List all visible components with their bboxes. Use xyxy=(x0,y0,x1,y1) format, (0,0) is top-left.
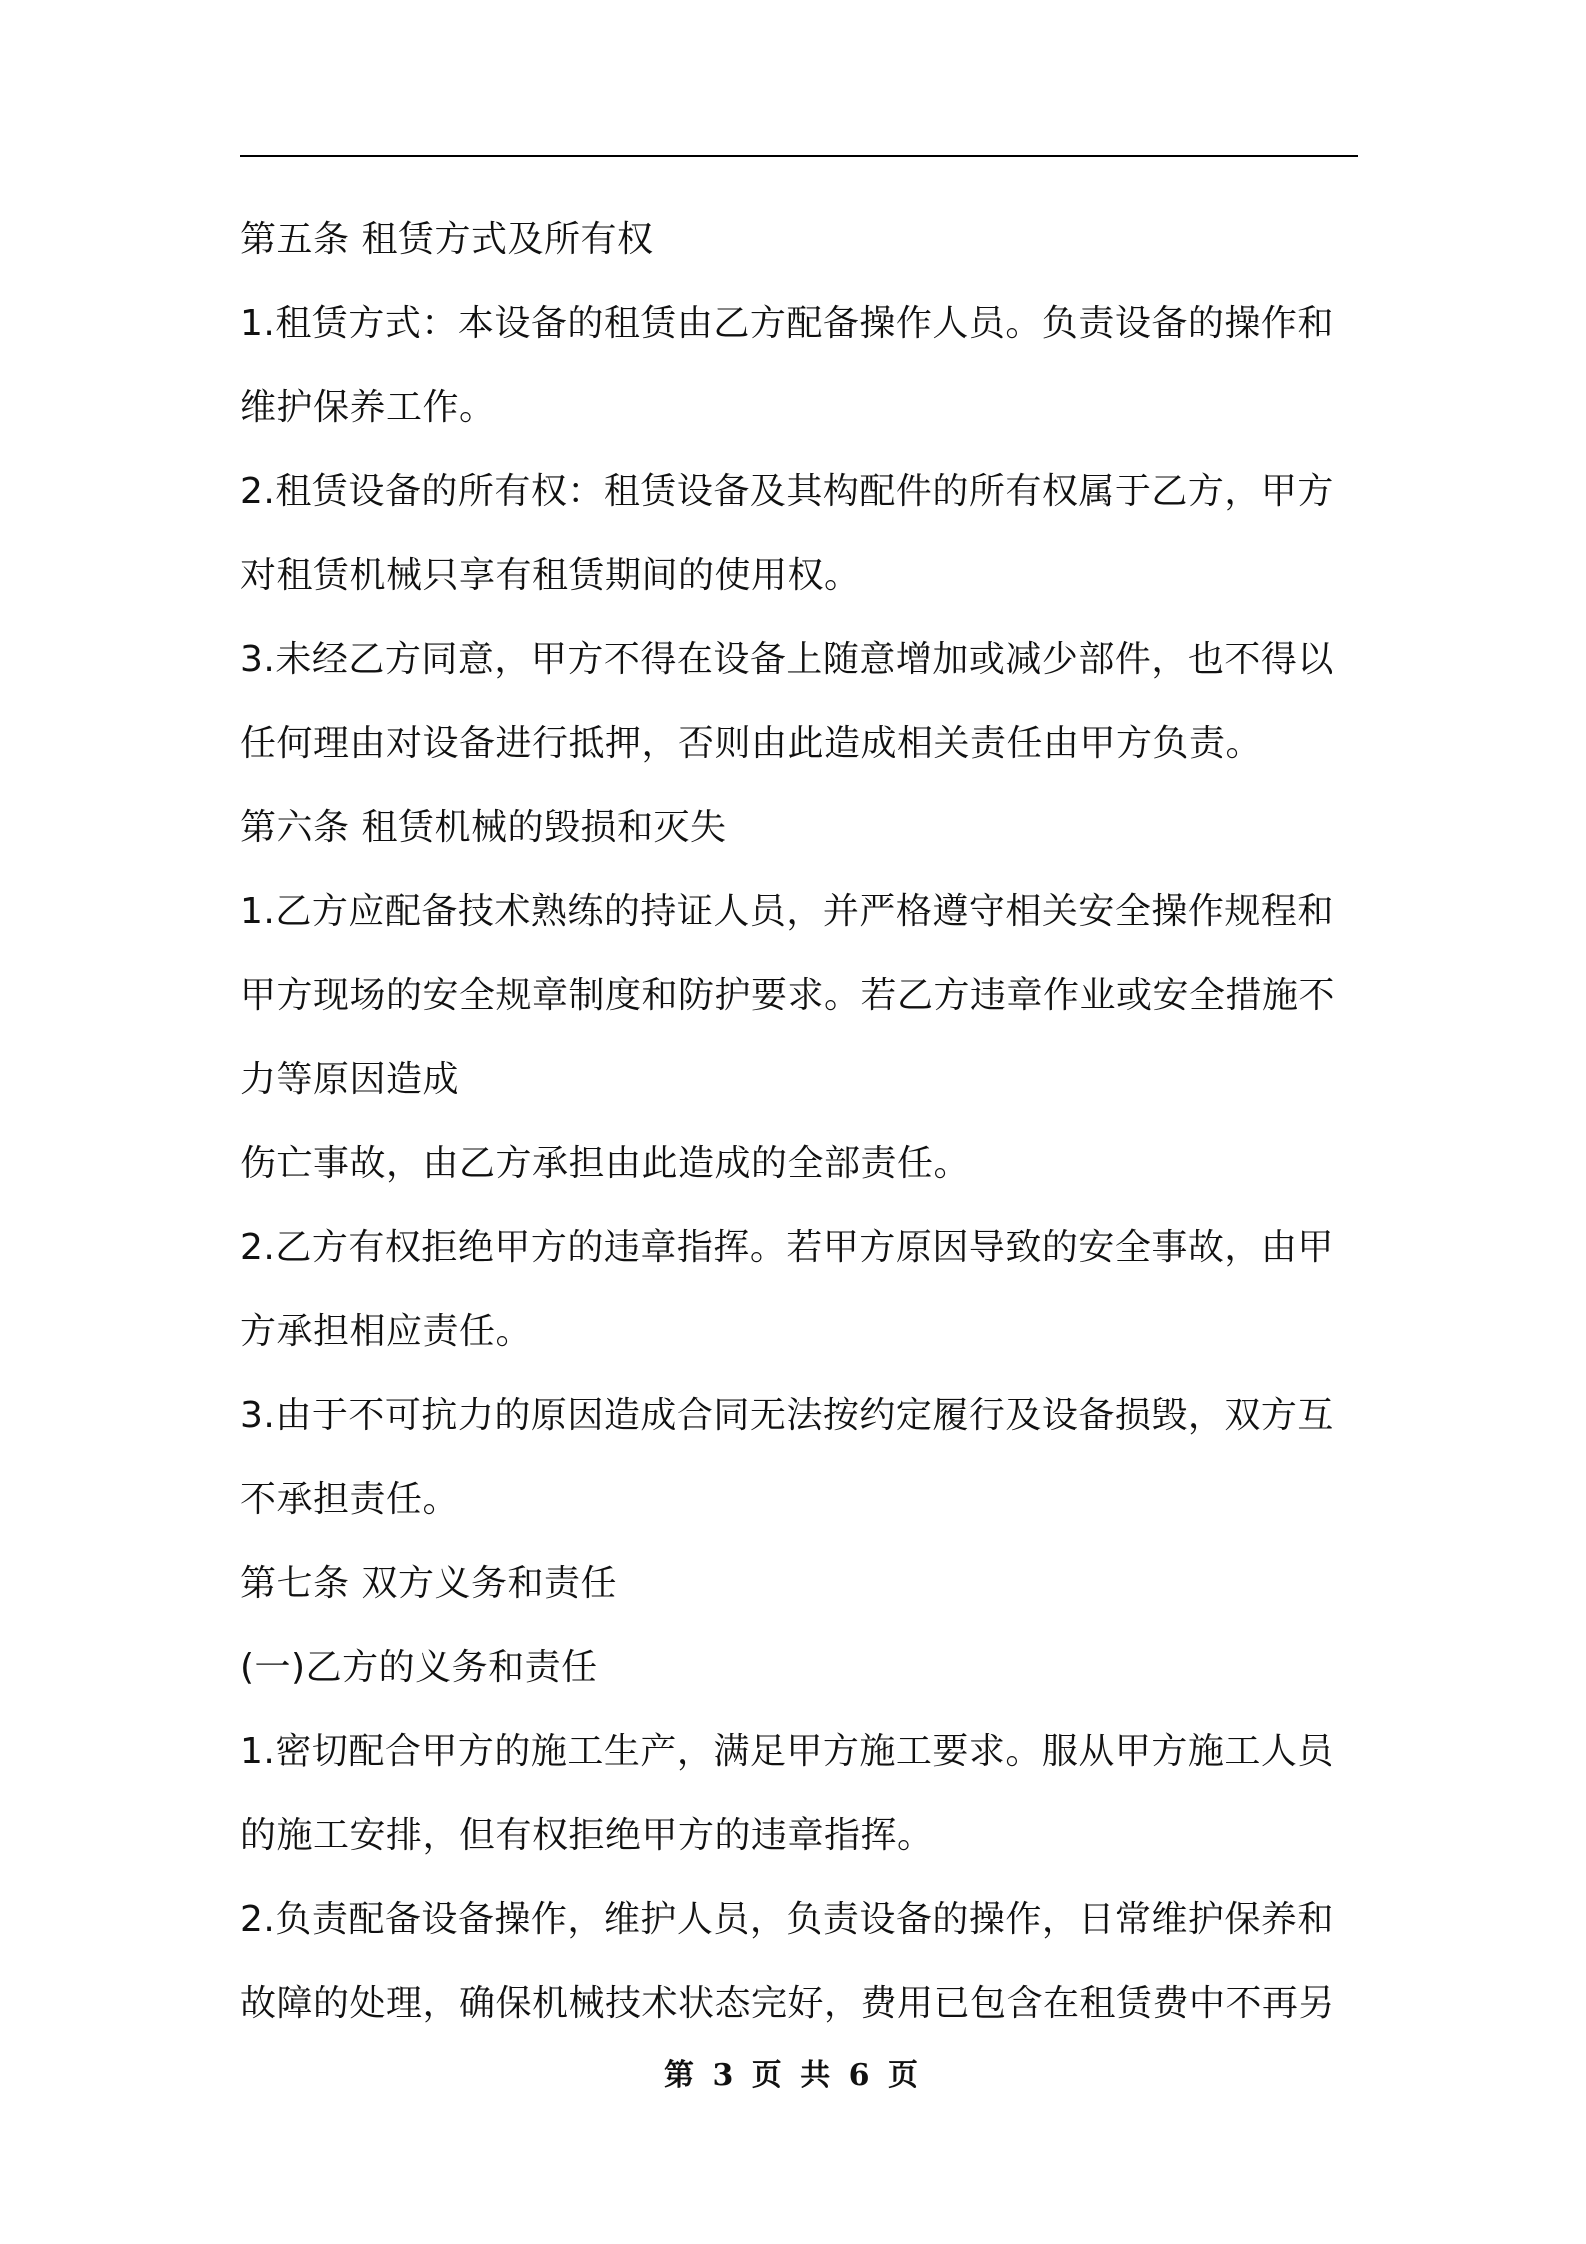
heading-article-6: 第六条 租赁机械的毁损和灭失 xyxy=(240,807,727,848)
paragraph-line: 2.负责配备设备操作，维护人员，负责设备的操作，日常维护保养和 xyxy=(240,1899,1334,1940)
paragraph-line: 2.租赁设备的所有权：租赁设备及其构配件的所有权属于乙方，甲方 xyxy=(240,471,1334,512)
paragraph-line: 3.由于不可抗力的原因造成合同无法按约定履行及设备损毁，双方互 xyxy=(240,1395,1334,1436)
paragraph-line: 3.未经乙方同意，甲方不得在设备上随意增加或减少部件，也不得以 xyxy=(240,639,1334,680)
paragraph-line: 甲方现场的安全规章制度和防护要求。若乙方违章作业或安全措施不 xyxy=(240,975,1336,1016)
paragraph-line: 的施工安排，但有权拒绝甲方的违章指挥。 xyxy=(240,1815,934,1856)
paragraph-line: 1.乙方应配备技术熟练的持证人员，并严格遵守相关安全操作规程和 xyxy=(240,891,1334,932)
paragraph-line: 方承担相应责任。 xyxy=(240,1311,533,1352)
paragraph-line: 力等原因造成 xyxy=(240,1059,460,1100)
heading-article-5: 第五条 租赁方式及所有权 xyxy=(240,219,654,260)
paragraph-line: 不承担责任。 xyxy=(240,1479,460,1520)
paragraph-line: 维护保养工作。 xyxy=(240,387,496,428)
heading-article-7: 第七条 双方义务和责任 xyxy=(240,1563,617,1604)
page-number: 第 3 页 共 6 页 xyxy=(664,2058,922,2093)
paragraph-line: 任何理由对设备进行抵押，否则由此造成相关责任由甲方负责。 xyxy=(240,723,1263,764)
subheading-party-b: (一)乙方的义务和责任 xyxy=(240,1647,598,1688)
document-body xyxy=(240,198,1370,2046)
paragraph-line: 2.乙方有权拒绝甲方的违章指挥。若甲方原因导致的安全事故，由甲 xyxy=(240,1227,1334,1268)
paragraph-line: 伤亡事故，由乙方承担由此造成的全部责任。 xyxy=(240,1143,971,1184)
paragraph-line: 1.租赁方式：本设备的租赁由乙方配备操作人员。负责设备的操作和 xyxy=(240,303,1334,344)
paragraph-line: 1.密切配合甲方的施工生产，满足甲方施工要求。服从甲方施工人员 xyxy=(240,1731,1334,1772)
header-rule xyxy=(240,155,1358,157)
paragraph-line: 故障的处理，确保机械技术状态完好，费用已包含在租赁费中不再另 xyxy=(240,1983,1336,2024)
paragraph-line: 对租赁机械只享有租赁期间的使用权。 xyxy=(240,555,861,596)
